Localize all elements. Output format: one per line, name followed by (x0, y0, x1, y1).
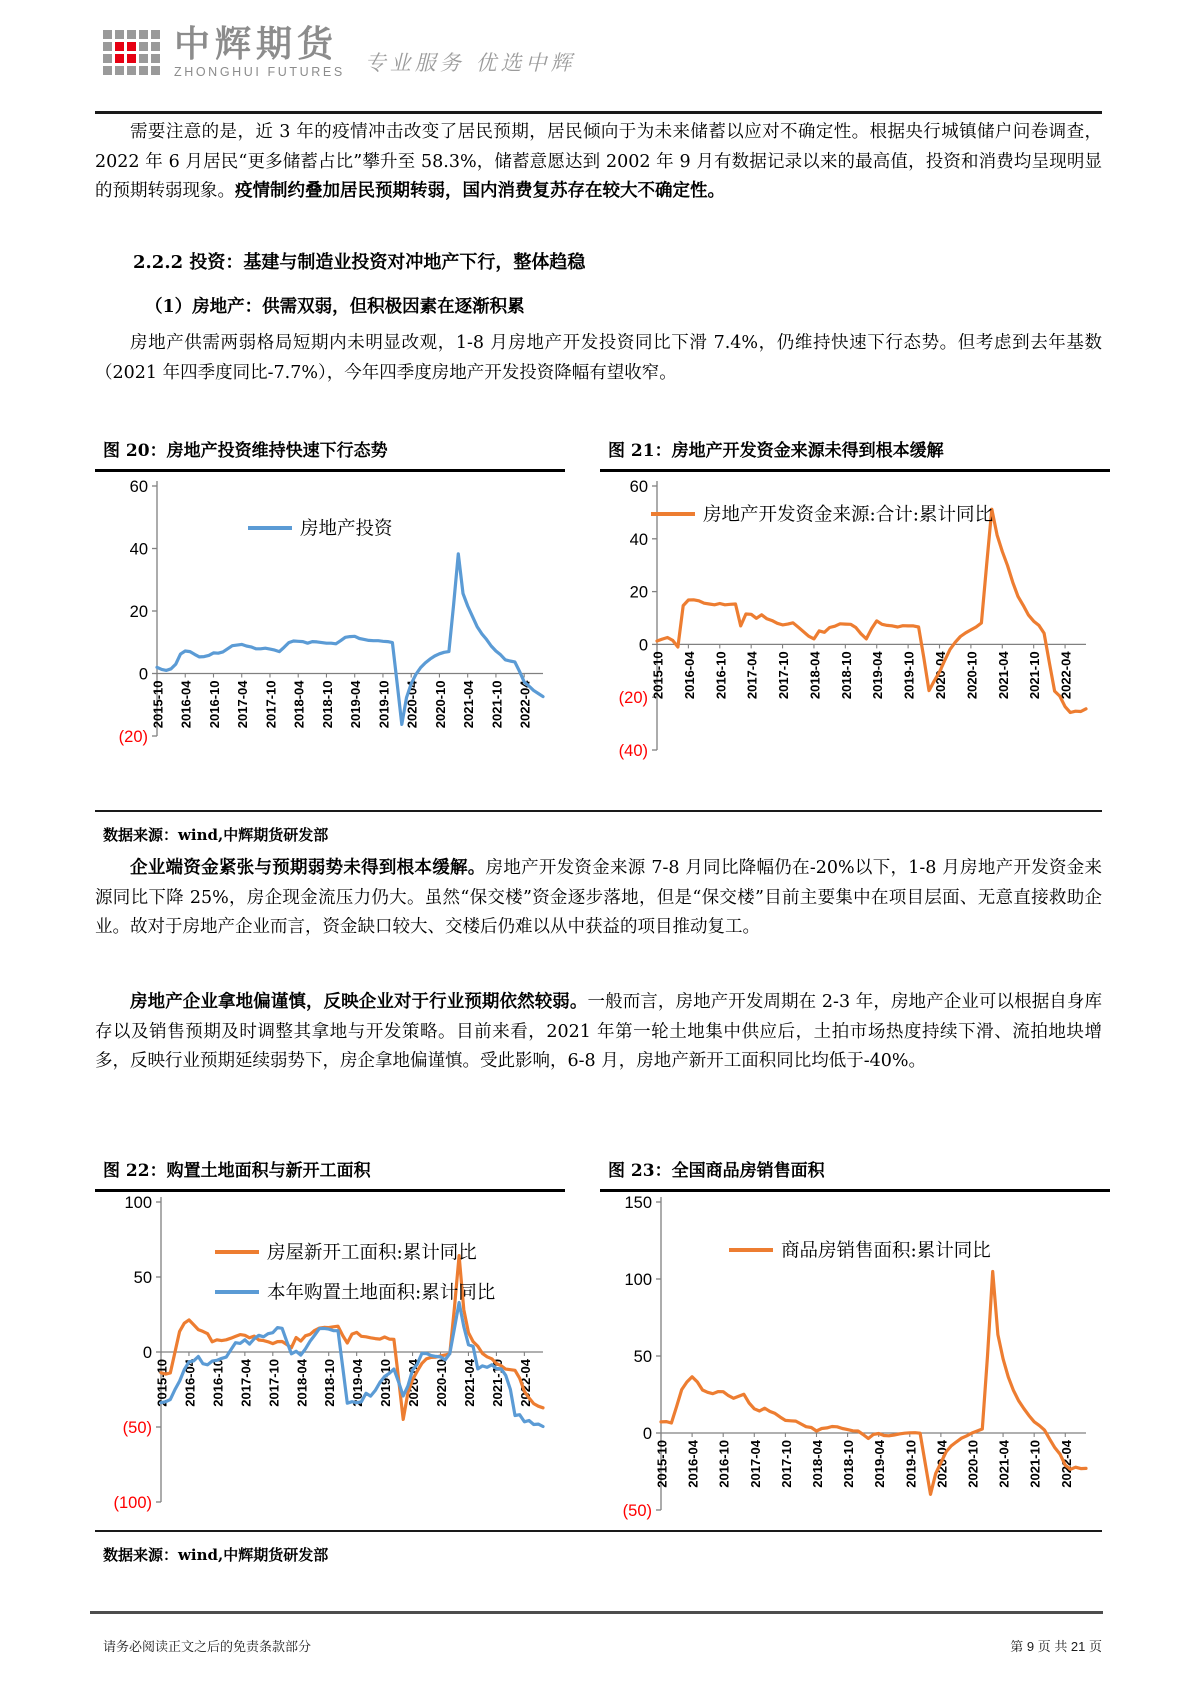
fig21-xtick: 2021-10 (1027, 651, 1043, 700)
fig22-xtick: 2021-04 (461, 1359, 477, 1407)
figure-title-fig23: 图 23：全国商品房销售面积 (600, 1156, 1110, 1192)
fig22-xtick: 2017-10 (266, 1359, 282, 1407)
fig21-ytick: 60 (629, 478, 648, 496)
fig22-xtick: 2019-10 (378, 1359, 394, 1407)
fig21-xtick: 2019-04 (870, 651, 886, 700)
header-rule (95, 111, 1102, 114)
fig20-xtick: 2021-04 (461, 680, 477, 729)
fig21-xtick: 2018-10 (838, 651, 854, 700)
fig23-xtick: 2016-04 (685, 1440, 701, 1488)
paragraph-2: 房地产供需两弱格局短期内未明显改观，1-8 月房地产开发投资同比下滑 7.4%，仍维持快速下行态势。但考虑到去年基数（2021 年四季度同比-7.7%），今年四季度房地产开发投资降幅有望收窄。 (95, 333, 1102, 383)
fig23-plot (601, 1190, 1098, 1522)
fig22-xtick: 2020-04 (406, 1359, 422, 1407)
fig22-xtick: 2018-04 (294, 1359, 310, 1407)
paragraph-1-bold: 疫情制约叠加居民预期转弱，国内消费复苏存在较大不确定性。 (235, 181, 725, 201)
fig22-legend-label: 本年购置土地面积:累计同比 (267, 1282, 496, 1304)
source-note-2: 数据来源：wind,中辉期货研发部 (103, 1546, 329, 1564)
company-name-cn: 中辉期货 (174, 23, 339, 64)
fig20-plot (103, 470, 555, 762)
fig20-ytick: (20) (118, 728, 148, 746)
fig21-xtick: 2021-04 (995, 651, 1011, 700)
footer-disclaimer: 请务必阅读正文之后的免责条款部分 (103, 1639, 312, 1654)
fig20-xtick: 2017-10 (263, 680, 279, 729)
fig23-xtick: 2018-10 (841, 1440, 857, 1488)
fig20-xtick: 2018-10 (319, 680, 335, 729)
fig20-legend-label: 房地产投资 (300, 518, 393, 540)
divider-rule-2 (95, 1530, 1102, 1532)
fig21-xtick: 2016-04 (681, 651, 697, 700)
sub-heading: （1）房地产：供需双弱，但积极因素在逐渐积累 (145, 297, 525, 317)
paragraph-4-bold: 房地产企业拿地偏谨慎，反映企业对于行业预期依然较弱。 (130, 992, 588, 1012)
fig21-legend-label: 房地产开发资金来源:合计:累计同比 (703, 504, 993, 526)
fig22-xtick: 2021-10 (489, 1359, 505, 1407)
fig22-xtick: 2022-04 (517, 1359, 533, 1407)
fig22-xtick: 2018-10 (322, 1359, 338, 1407)
fig21-xtick: 2019-10 (901, 651, 917, 700)
fig23-xtick: 2016-10 (716, 1440, 732, 1488)
fig23-xtick: 2022-04 (1058, 1440, 1074, 1488)
fig20-xtick: 2016-10 (206, 680, 222, 729)
fig20-ytick: 40 (129, 540, 148, 559)
fig21-xtick: 2017-10 (776, 651, 792, 700)
chart-fig23-commodity-housing-sales (601, 1190, 1098, 1522)
page-header (103, 23, 576, 79)
fig22-xtick: 2020-10 (434, 1359, 450, 1407)
fig23-xtick: 2021-10 (1027, 1440, 1043, 1488)
fig23-ytick: 150 (624, 1194, 652, 1212)
fig22-ytick: (50) (122, 1419, 152, 1437)
fig21-ytick: 40 (629, 530, 648, 549)
paragraph-1-normal: 需要注意的是，近 3 年的疫情冲击改变了居民预期，居民倾向于为未来储蓄以应对不确定性。根据央行城镇储户问卷调查，2022 年 6 月居民“更多储蓄占比”攀升至 58.3%，储蓄意愿达到 2002 年 9 月有数据记录以来的最高值，投资和消费均呈现明显的预期转弱现象。 (95, 122, 1102, 201)
fig23-legend-label: 商品房销售面积:累计同比 (781, 1240, 991, 1262)
fig21-xtick: 2018-04 (807, 651, 823, 700)
footer-rule (90, 1611, 1103, 1614)
fig21-ytick: (40) (618, 742, 648, 760)
figure-title-fig22: 图 22：购置土地面积与新开工面积 (95, 1156, 565, 1192)
fig23-ytick: 50 (633, 1348, 652, 1366)
fig23-ytick: 100 (624, 1271, 652, 1289)
fig20-xtick: 2015-10 (150, 680, 166, 729)
fig20-xtick: 2018-04 (291, 680, 307, 729)
fig23-xtick: 2020-10 (965, 1440, 981, 1488)
fig20-ytick: 0 (138, 665, 148, 684)
figure-title-fig20: 图 20：房地产投资维持快速下行态势 (95, 436, 565, 472)
fig21-ytick: 0 (638, 636, 648, 655)
chart-fig22-land-purchase-new-starts (103, 1190, 555, 1517)
fig22-plot (103, 1190, 555, 1517)
fig20-xtick: 2020-04 (404, 680, 420, 729)
fig21-xtick: 2020-04 (933, 651, 949, 700)
fig21-xtick: 2015-10 (650, 651, 666, 700)
source-note-1: 数据来源：wind,中辉期货研发部 (103, 826, 329, 844)
fig23-xtick: 2019-10 (903, 1440, 919, 1488)
fig23-xtick: 2017-04 (747, 1440, 763, 1488)
company-name-en: ZHONGHUI FUTURES (174, 65, 345, 79)
fig22-xtick: 2015-10 (154, 1359, 170, 1407)
company-slogan: 专业服务 优选中辉 (364, 50, 576, 75)
paragraph-3-bold: 企业端资金紧张与预期弱势未得到根本缓解。 (130, 858, 486, 878)
fig23-xtick: 2020-04 (934, 1440, 950, 1488)
fig21-xtick: 2022-04 (1058, 651, 1074, 700)
fig22-ytick: 0 (142, 1344, 152, 1362)
fig21-plot (601, 470, 1098, 777)
fig22-xtick: 2016-10 (210, 1359, 226, 1407)
company-logo-text (174, 23, 345, 79)
fig23-ytick: 0 (642, 1425, 652, 1443)
fig21-ytick: (20) (618, 689, 648, 708)
paragraph-1 (95, 118, 1102, 207)
fig21-xtick: 2020-10 (964, 651, 980, 700)
fig22-xtick: 2019-04 (350, 1359, 366, 1407)
paragraph-3 (95, 854, 1102, 943)
company-logo-icon (103, 30, 160, 75)
fig20-xtick: 2016-04 (178, 680, 194, 729)
fig20-ytick: 60 (129, 478, 148, 496)
chart-fig21-development-funding (601, 470, 1098, 777)
fig23-xtick: 2019-04 (872, 1440, 888, 1488)
footer-page-number: 第 9 页 共 21 页 (1010, 1639, 1102, 1654)
fig22-ytick: 100 (124, 1194, 152, 1212)
divider-rule-1 (95, 810, 1102, 812)
fig20-xtick: 2022-04 (517, 680, 533, 729)
fig23-xtick: 2015-10 (654, 1440, 670, 1488)
fig21-ytick: 20 (629, 583, 648, 602)
fig23-ytick: (50) (622, 1502, 652, 1520)
fig22-ytick: (100) (113, 1494, 152, 1512)
paragraph-4-normal: 一般而言，房地产开发周期在 2-3 年，房地产企业可以根据自身库存以及销售预期及时调整其拿地与开发策略。目前来看，2021 年第一轮土地集中供应后，土拍市场热度持续下滑、流拍地块增多，反映行业预期延续弱势下，房企拿地偏谨慎。受此影响，6-8 月，房地产新开工面积同比均低于-40%。 (95, 992, 1102, 1071)
fig20-xtick: 2021-10 (489, 680, 505, 729)
fig23-xtick: 2018-04 (809, 1440, 825, 1488)
fig22-xtick: 2016-04 (182, 1359, 198, 1407)
fig20-xtick: 2020-10 (432, 680, 448, 729)
fig20-xtick: 2017-04 (235, 680, 251, 729)
fig22-ytick: 50 (133, 1269, 152, 1287)
fig20-xtick: 2019-10 (376, 680, 392, 729)
fig20-ytick: 20 (129, 603, 148, 621)
fig22-xtick: 2017-04 (238, 1359, 254, 1407)
fig22-legend-label: 房屋新开工面积:累计同比 (267, 1242, 477, 1264)
chart-fig20-real-estate-investment (103, 470, 555, 762)
paragraph-3-normal: 房地产开发资金来源 7-8 月同比降幅仍在-20%以下，1-8 月房地产开发资金来源同比下降 25%，房企现金流压力仍大。虽然“保交楼”资金逐步落地，但是“保交楼”目前主要集中在项目层面、无意直接救助企业。故对于房地产企业而言，资金缺口较大、交楼后仍难以从中获益的项目推动复工。 (95, 858, 1103, 937)
section-heading: 2.2.2 投资：基建与制造业投资对冲地产下行，整体趋稳 (133, 252, 586, 273)
fig20-xtick: 2019-04 (348, 680, 364, 729)
figure-title-fig21: 图 21：房地产开发资金来源未得到根本缓解 (600, 436, 1110, 472)
fig23-xtick: 2017-10 (778, 1440, 794, 1488)
paragraph-4 (95, 988, 1102, 1077)
fig23-xtick: 2021-04 (996, 1440, 1012, 1488)
fig21-xtick: 2017-04 (744, 651, 760, 700)
fig21-xtick: 2016-10 (713, 651, 729, 700)
